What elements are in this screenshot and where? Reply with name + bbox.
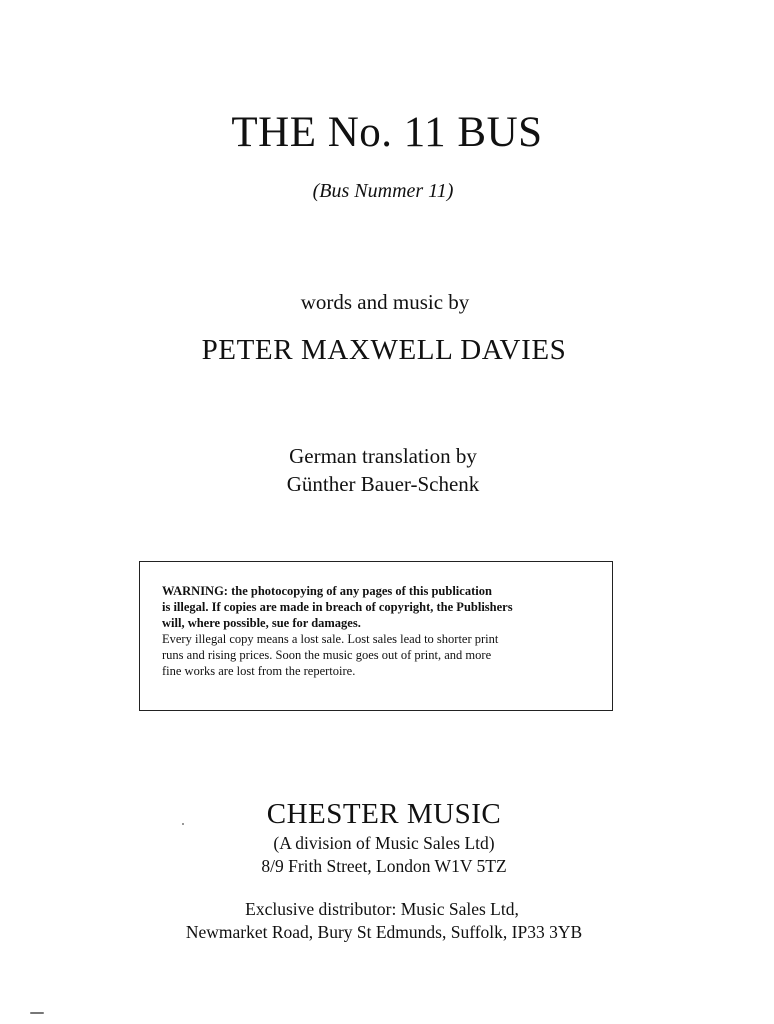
page-subtitle: (Bus Nummer 11) — [312, 180, 454, 202]
credit-lead: words and music by — [300, 290, 470, 314]
distributor-lead: Exclusive distributor: Music Sales Ltd, — [245, 899, 519, 919]
scan-speck — [30, 1012, 44, 1014]
composer-name: PETER MAXWELL DAVIES — [201, 334, 567, 366]
copyright-warning-box — [139, 561, 613, 711]
distributor-address: Newmarket Road, Bury St Edmunds, Suffolk, IP33 3YB — [185, 922, 583, 942]
warning-line: fine works are lost from the repertoire. — [162, 664, 356, 678]
publisher-division: (A division of Music Sales Ltd) — [273, 833, 495, 853]
translator-name: Günther Bauer-Schenk — [286, 472, 480, 496]
warning-line: WARNING: the photocopying of any pages of this publication — [162, 584, 492, 598]
publisher-name: CHESTER MUSIC — [266, 798, 502, 830]
scan-speck — [182, 823, 184, 825]
page-title: THE No. 11 BUS — [231, 109, 543, 156]
warning-line: is illegal. If copies are made in breach of copyright, the Publishers — [162, 600, 513, 614]
translation-lead: German translation by — [289, 444, 477, 468]
warning-line: Every illegal copy means a lost sale. Lost sales lead to shorter print — [162, 632, 499, 646]
warning-line: runs and rising prices. Soon the music goes out of print, and more — [162, 648, 492, 662]
warning-line: will, where possible, sue for damages. — [162, 616, 361, 630]
publisher-address: 8/9 Frith Street, London W1V 5TZ — [261, 856, 507, 876]
